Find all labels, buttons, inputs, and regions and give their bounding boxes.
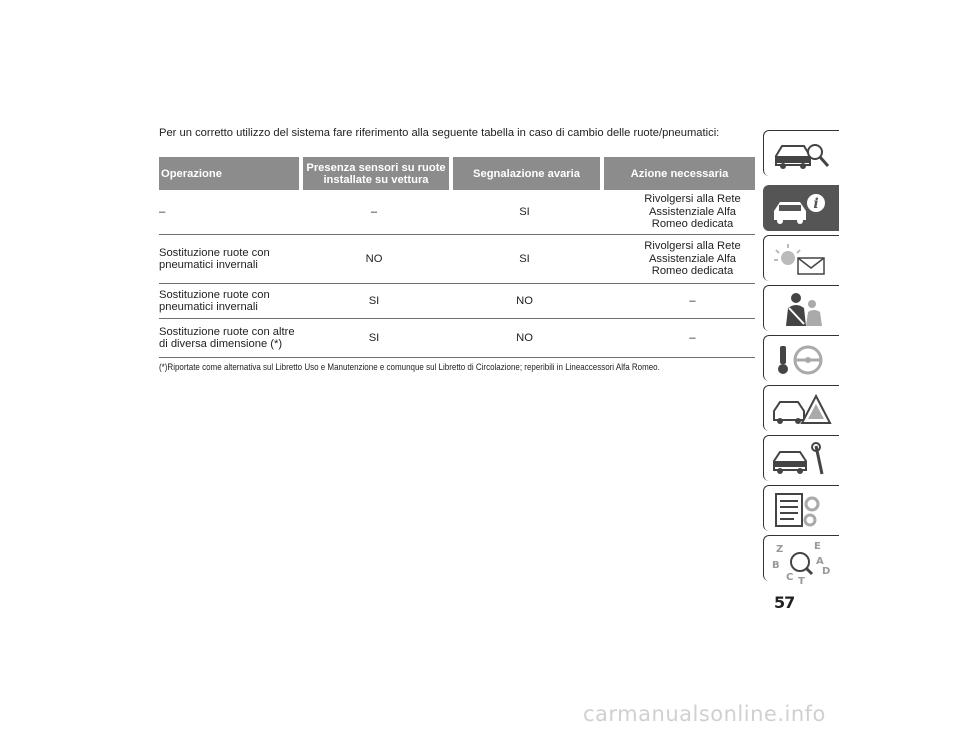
car-search-icon bbox=[770, 135, 836, 175]
cell-operazione: – bbox=[159, 190, 299, 235]
cell-azione: – bbox=[600, 284, 755, 319]
cell-azione: Rivolgersi alla Rete Assistenziale Alfa Romeo dedicata bbox=[600, 235, 755, 284]
chapter-tab-warning-lights[interactable] bbox=[763, 235, 839, 281]
chapter-tab-safety[interactable] bbox=[763, 285, 839, 331]
wheel-change-table bbox=[159, 157, 755, 358]
cell-sensori: NO bbox=[299, 235, 449, 284]
index-letter: Z bbox=[776, 544, 784, 555]
warning-light-message-icon bbox=[770, 240, 836, 280]
cell-azione: – bbox=[600, 319, 755, 358]
table-row bbox=[159, 190, 755, 235]
cell-sensori: SI bbox=[299, 284, 449, 319]
header-azione-necessaria: Azione necessaria bbox=[600, 157, 755, 190]
index-letter: D bbox=[822, 566, 831, 577]
table-row bbox=[159, 284, 755, 319]
header-operazione: Operazione bbox=[159, 157, 299, 190]
page-number: 57 bbox=[774, 593, 795, 612]
car-info-icon bbox=[770, 190, 836, 230]
key-steering-wheel-icon bbox=[770, 340, 836, 380]
intro-text: Per un corretto utilizzo del sistema fare riferimento alla seguente tabella in caso di cambio delle ruote/pneumatici: bbox=[159, 127, 720, 139]
cell-sensori: SI bbox=[299, 319, 449, 358]
chapter-tab-car-search[interactable] bbox=[763, 130, 839, 176]
index-letter: A bbox=[816, 556, 824, 567]
technical-data-icon bbox=[770, 490, 836, 530]
car-breakdown-warning-icon bbox=[770, 390, 836, 430]
chapter-tab-emergency[interactable] bbox=[763, 385, 839, 431]
cell-avaria: SI bbox=[449, 190, 600, 235]
table-footnote: (*)Riportate come alternativa sul Libretto Uso e Manutenzione e comunque sul Libretto di Circolazione; reperibili in Lineaccessori Alfa Romeo. bbox=[159, 362, 660, 372]
chapter-tab-starting-driving[interactable] bbox=[763, 335, 839, 381]
cell-operazione: Sostituzione ruote con pneumatici invernali bbox=[159, 235, 299, 284]
car-maintenance-icon bbox=[770, 440, 836, 480]
table-row bbox=[159, 235, 755, 284]
index-letter: B bbox=[772, 560, 780, 571]
table-header-row bbox=[159, 157, 755, 190]
index-letter: E bbox=[814, 541, 821, 552]
table-row bbox=[159, 319, 755, 358]
chapter-tab-index[interactable] bbox=[763, 535, 839, 584]
index-letter: T bbox=[798, 576, 805, 584]
cell-avaria: SI bbox=[449, 235, 600, 284]
header-segnalazione-avaria: Segnalazione avaria bbox=[449, 157, 600, 190]
alphabetical-index-icon bbox=[770, 540, 836, 584]
cell-avaria: NO bbox=[449, 284, 600, 319]
watermark: carmanualsonline.info bbox=[583, 702, 826, 726]
cell-operazione: Sostituzione ruote con altre di diversa dimensione (*) bbox=[159, 319, 299, 358]
cell-sensori: – bbox=[299, 190, 449, 235]
chapter-tab-technical-data[interactable] bbox=[763, 485, 839, 531]
cell-operazione: Sostituzione ruote con pneumatici invernali bbox=[159, 284, 299, 319]
chapter-tab-car-info[interactable] bbox=[763, 185, 839, 231]
cell-avaria: NO bbox=[449, 319, 600, 358]
cell-azione: Rivolgersi alla Rete Assistenziale Alfa Romeo dedicata bbox=[600, 190, 755, 235]
header-presenza-sensori: Presenza sensori su ruote installate su vettura bbox=[299, 157, 449, 190]
seatbelt-airbag-icon bbox=[770, 290, 836, 330]
chapter-tab-maintenance[interactable] bbox=[763, 435, 839, 481]
index-letter: C bbox=[786, 572, 794, 583]
svg-text:i: i bbox=[813, 196, 819, 212]
